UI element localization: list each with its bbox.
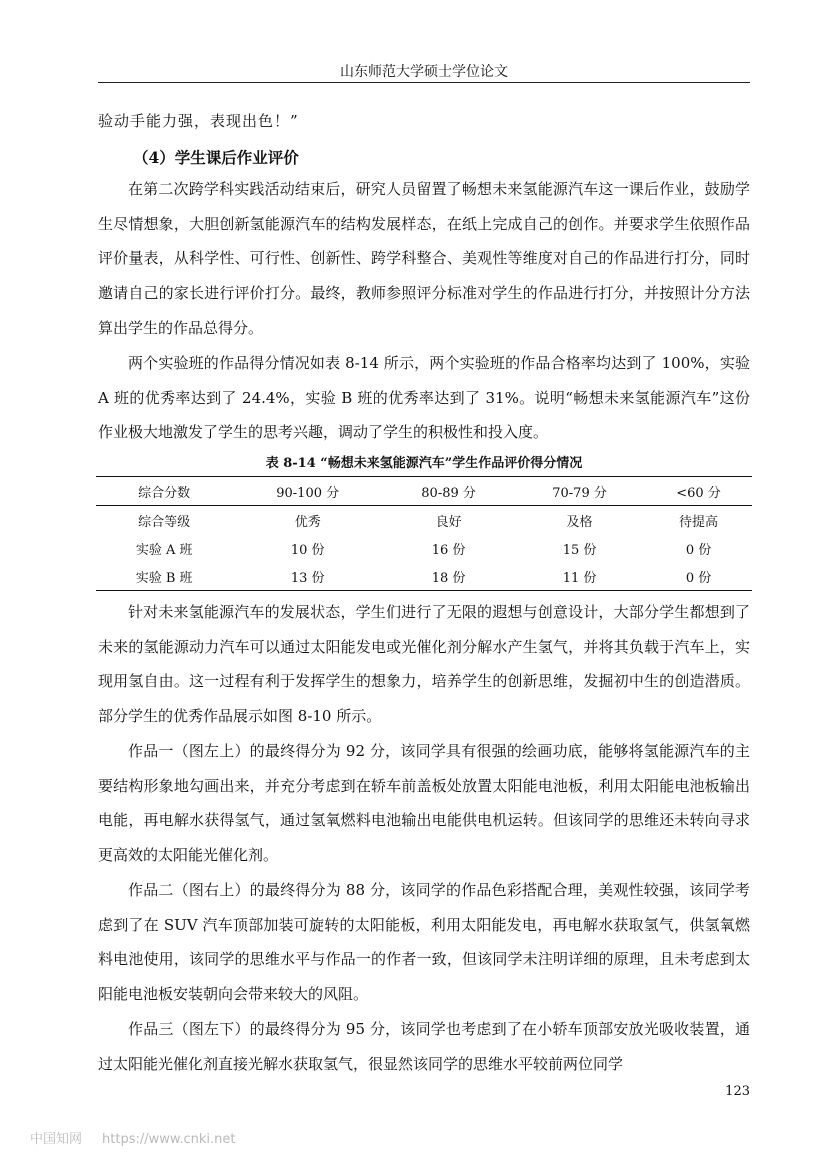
- table-caption: 表 8-14 “畅想未来氢能源汽车”学生作品评价得分情况: [265, 456, 583, 471]
- paragraph-2: 两个实验班的作品得分情况如表 8-14 所示，两个实验班的作品合格率均达到了 100%，实验 A 班的优秀率达到了 24.4%，实验 B 班的优秀率达到了 31%。说明“畅想未来氢能源汽车”这份作业极大地激发了学生的思考兴趣，调动了学生的积极性和投入度。: [98, 354, 750, 442]
- table-cell: 11 份: [562, 570, 597, 586]
- table-cell: 0 份: [685, 570, 712, 586]
- table-row: [96, 534, 752, 562]
- header-rule: [98, 82, 750, 83]
- table-cell: 18 份: [431, 570, 466, 586]
- quote-ending-line: 验动手能力强，表现出色！”: [98, 112, 299, 130]
- header-cell: 90-100 分: [276, 485, 340, 501]
- table-cell: 15 份: [562, 542, 597, 558]
- paragraph-3: 针对未来氢能源汽车的发展状态，学生们进行了无限的遐想与创意设计，大部分学生都想到了未来的氢能源动力汽车可以通过太阳能发电或光催化剂分解水产生氢气，并将其负载于汽车上，实现用氢自由。这一过程有利于发挥学生的想象力，培养学生的创新思维，发掘初中生的创造潜质。部分学生的优秀作品展示如图 8-10 所示。: [98, 603, 750, 726]
- table-cell: 16 份: [431, 542, 466, 558]
- table-cell: 13 份: [290, 570, 325, 586]
- watermark-url: https://www.cnki.net: [102, 1132, 236, 1147]
- cnki-watermark: [30, 1128, 235, 1147]
- table-cell: 良好: [435, 514, 462, 530]
- table-cell: 0 份: [685, 542, 712, 558]
- table-row: [96, 506, 752, 535]
- header-cell: 综合分数: [138, 485, 191, 501]
- paragraph-4: 作品一（图左上）的最终得分为 92 分，该同学具有很强的绘画功底，能够将氢能源汽车的主要结构形象地勾画出来，并充分考虑到在轿车前盖板处放置太阳能电池板，利用太阳能电池板输出电能，再电解水获得氢气，通过氢氧燃料电池输出电能供电机运转。但该同学的思维还未转向寻求更高效的太阳能光催化剂。: [98, 742, 750, 865]
- paragraph-6: 作品三（图左下）的最终得分为 95 分，该同学也考虑到了在小轿车顶部安放光吸收装置，通过太阳能光催化剂直接光解水获取氢气，很显然该同学的思维水平较前两位同学: [98, 1020, 750, 1073]
- table-row: [96, 562, 752, 591]
- table-cell: 实验 B 班: [135, 570, 193, 586]
- header-cell: 70-79 分: [552, 485, 607, 501]
- table-cell: 优秀: [294, 514, 321, 530]
- header-cell: 80-89 分: [421, 485, 476, 501]
- section-heading: （4）学生课后作业评价: [133, 148, 299, 167]
- paragraph-5: 作品二（图右上）的最终得分为 88 分，该同学的作品色彩搭配合理，美观性较强，该同学考虑到了在 SUV 汽车顶部加装可旋转的太阳能板，利用太阳能发电，再电解水获取氢气，供氢氧燃料电池使用，该同学的思维水平与作品一的作者一致，但该同学未注明详细的原理，且未考虑到太阳能电池板安装朝向会带来较大的风阻。: [98, 881, 750, 1004]
- table-cell: 10 份: [290, 542, 325, 558]
- header-cell: <60 分: [676, 485, 721, 501]
- paragraph-1: 在第二次跨学科实践活动结束后，研究人员留置了畅想未来氢能源汽车这一课后作业，鼓励学生尽情想象，大胆创新氢能源汽车的结构发展样态，在纸上完成自己的创作。并要求学生依照作品评价量表，从科学性、可行性、创新性、跨学科整合、美观性等维度对自己的作品进行打分，同时邀请自己的家长进行评价打分。最终，教师参照评分标准对学生的作品进行打分，并按照计分方法算出学生的作品总得分。: [98, 180, 750, 337]
- score-table: [96, 476, 752, 591]
- table-cell: 综合等级: [138, 514, 191, 530]
- table-header-row: [96, 477, 752, 506]
- table-cell: 待提高: [679, 514, 719, 530]
- page-number: 123: [725, 1084, 750, 1099]
- watermark-brand: 中国知网: [30, 1132, 83, 1147]
- table-cell: 实验 A 班: [135, 542, 193, 558]
- table-cell: 及格: [566, 514, 593, 530]
- running-header: 山东师范大学硕士学位论文: [340, 64, 508, 80]
